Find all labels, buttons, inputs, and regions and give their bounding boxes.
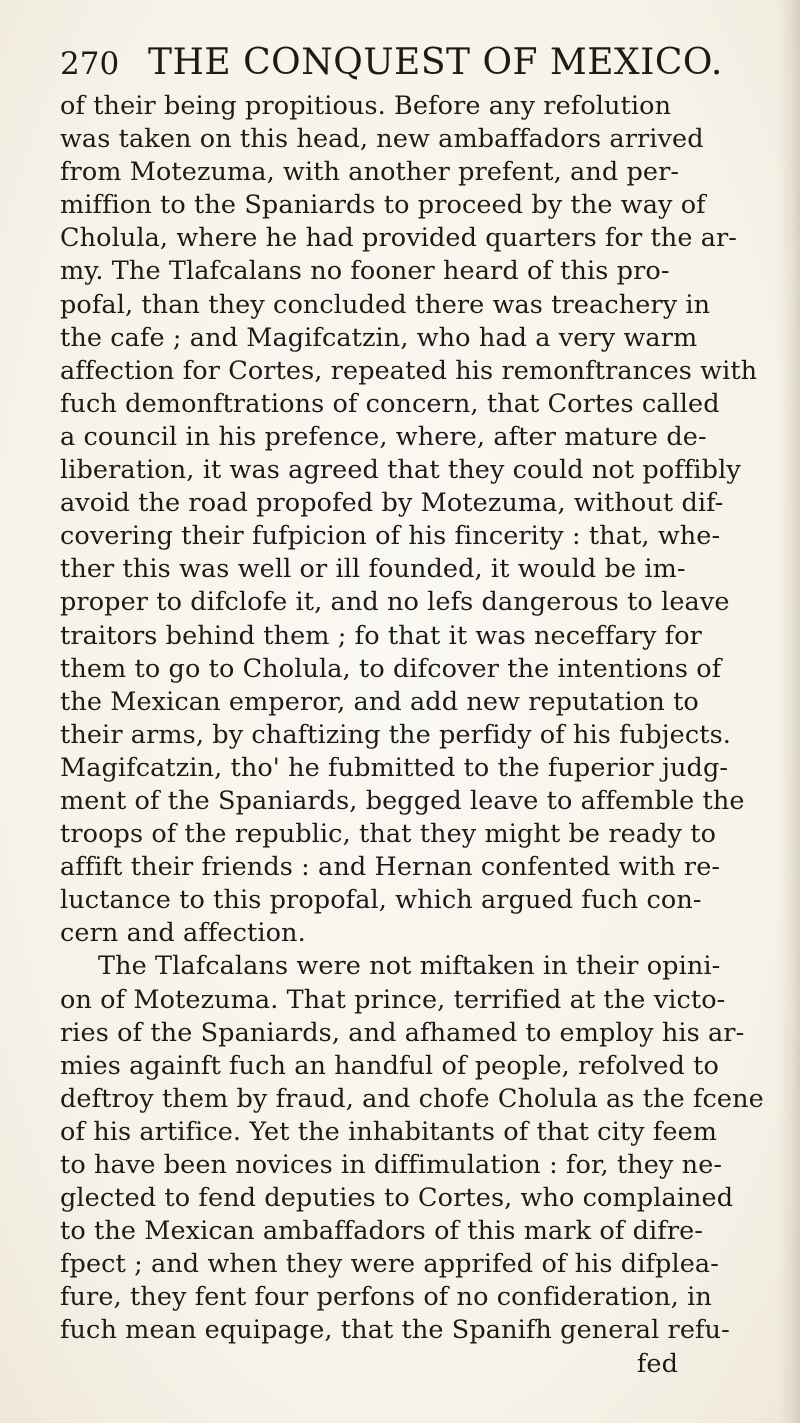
text-line: ries of the Spaniards, and afhamed to employ his ar-: [60, 1017, 745, 1048]
text-line: proper to difclofe it, and no lefs dangerous to leave: [60, 587, 730, 618]
text-line: from Motezuma, with another prefent, and per-: [60, 157, 680, 188]
text-line: affection for Cortes, repeated his remonftrances with: [60, 355, 758, 386]
text-line: to the Mexican ambaffadors of this mark of difre-: [60, 1216, 704, 1247]
text-line: them to go to Cholula, to difcover the intentions of: [60, 653, 722, 684]
text-line: troops of the republic, that they might be ready to: [60, 819, 717, 850]
text-line: miffion to the Spaniards to proceed by the way of: [60, 190, 706, 221]
text-line: mies againft fuch an handful of people, refolved to: [60, 1050, 719, 1081]
text-line: fuch demonftrations of concern, that Cortes called: [60, 388, 720, 419]
text-line: affift their friends : and Hernan confented with re-: [60, 852, 721, 883]
text-line: pofal, than they concluded there was treachery in: [60, 289, 711, 320]
body-text: [60, 90, 790, 1381]
paragraph-start-line: The Tlafcalans were not miftaken in their opini-: [98, 951, 721, 982]
text-line: fuch mean equipage, that the Spanifh general refu-: [60, 1315, 730, 1346]
text-line: covering their fufpicion of his fincerity : that, whe-: [60, 521, 721, 552]
text-line: on of Motezuma. That prince, terrified at the victo-: [60, 984, 726, 1015]
text-line: avoid the road propofed by Motezuma, without dif-: [60, 488, 724, 519]
text-line: ment of the Spaniards, begged leave to affemble the: [60, 785, 745, 816]
text-line: traitors behind them ; fo that it was neceffary for: [60, 620, 702, 651]
text-line: the Mexican emperor, and add new reputation to: [60, 686, 699, 717]
text-line: deftroy them by fraud, and chofe Cholula as the fcene: [60, 1083, 764, 1114]
text-line: their arms, by chaftizing the perfidy of his fubjects.: [60, 719, 731, 750]
text-line: to have been novices in diffimulation : for, they ne-: [60, 1150, 723, 1180]
text-line: of their being propitious. Before any refolution: [60, 91, 672, 121]
text-line: a council in his prefence, where, after mature de-: [60, 421, 707, 452]
text-line: was taken on this head, new ambaffadors arrived: [60, 124, 704, 155]
text-line: the cafe ; and Magifcatzin, who had a very warm: [60, 322, 698, 353]
text-line: cern and affection.: [60, 918, 306, 949]
text-line: ther this was well or ill founded, it would be im-: [60, 554, 686, 585]
text-line: glected to fend deputies to Cortes, who complained: [60, 1183, 734, 1214]
text-line: luctance to this propofal, which argued fuch con-: [60, 885, 702, 916]
page-number: 270: [60, 46, 120, 82]
catchword: fed: [636, 1348, 678, 1379]
text-line: Magifcatzin, tho' he fubmitted to the fuperior judg-: [60, 752, 729, 783]
text-line: fure, they fent four perfons of no confideration, in: [60, 1282, 712, 1313]
text-line: fpect ; and when they were apprifed of his difplea-: [60, 1249, 719, 1280]
text-line: Cholula, where he had provided quarters for the ar-: [60, 223, 738, 254]
running-title: THE CONQUEST OF MEXICO.: [148, 42, 723, 83]
running-head: [60, 40, 723, 90]
text-line: of his artifice. Yet the inhabitants of that city feem: [60, 1116, 718, 1147]
text-line: my. The Tlafcalans no fooner heard of this pro-: [60, 256, 670, 287]
text-line: liberation, it was agreed that they could not poffibly: [60, 455, 741, 486]
